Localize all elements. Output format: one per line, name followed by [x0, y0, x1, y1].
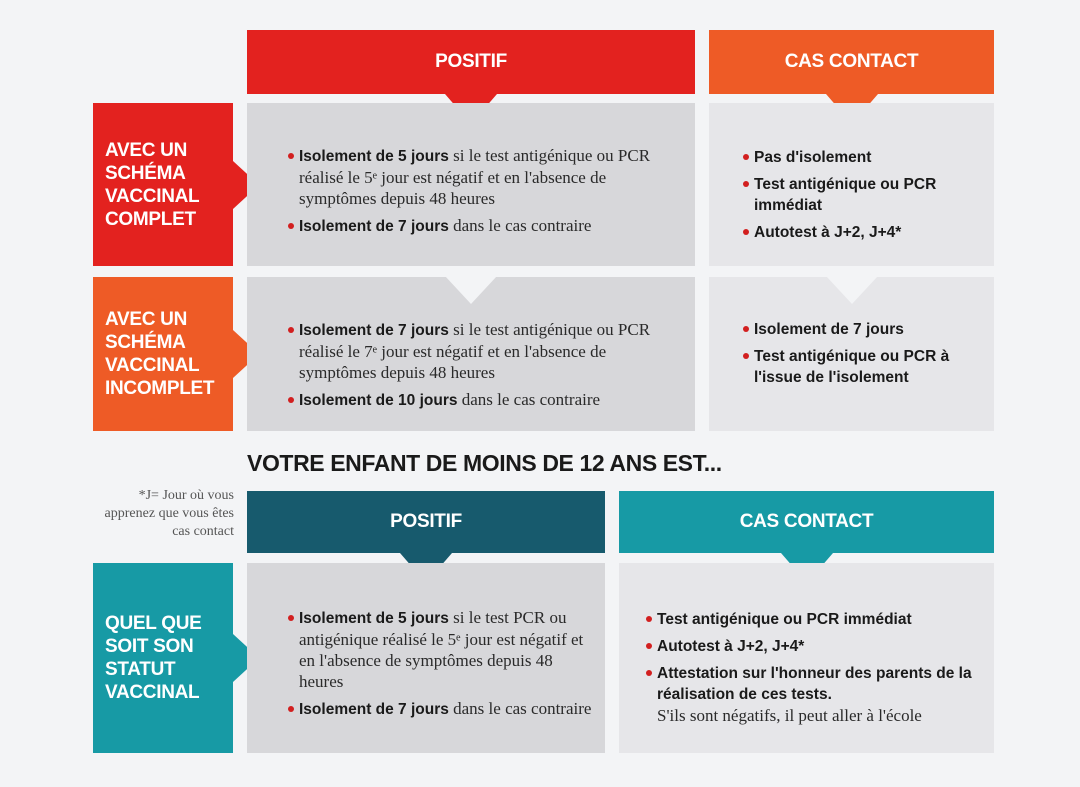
row-label-line: STATUT [105, 659, 176, 680]
child-section-title: VOTRE ENFANT DE MOINS DE 12 ANS EST... [247, 450, 722, 476]
child-cas-contact-header-label: CAS CONTACT [739, 511, 874, 532]
child-contact-list [645, 609, 982, 705]
child-positif-list [287, 607, 593, 720]
cas-contact-header [709, 30, 994, 94]
row-label-line: VACCINAL [105, 185, 200, 207]
row-separator-notch [445, 276, 497, 304]
cell-child-positif [247, 563, 605, 753]
row-label-line: SCHÉMA [105, 162, 186, 184]
row-label-line: COMPLET [105, 208, 196, 230]
row-label-incomplet [93, 277, 233, 431]
cell-positif-complet [247, 103, 695, 266]
positif-complet-list [287, 145, 685, 237]
list-item: Test antigénique ou PCR immédiat [742, 174, 984, 216]
row-label-line: QUEL QUE [105, 613, 202, 634]
positif-header [247, 30, 695, 94]
list-item: Isolement de 7 jours dans le cas contraire [287, 698, 593, 720]
list-item: Attestation sur l'honneur des parents de la réalisation de ces tests. [645, 663, 982, 705]
cell-contact-incomplet [709, 277, 994, 431]
row-label-line: SOIT SON [105, 636, 194, 657]
child-contact-note: S'ils sont négatifs, il peut aller à l'école [657, 706, 922, 725]
child-positif-header [247, 491, 605, 553]
list-item: Autotest à J+2, J+4* [645, 636, 982, 657]
row-label-line: AVEC UN [105, 139, 187, 161]
contact-incomplet-list [742, 319, 984, 388]
list-item: Pas d'isolement [742, 147, 984, 168]
cell-contact-complet [709, 103, 994, 266]
row-label-child [93, 563, 233, 753]
row-label-complet [93, 103, 233, 266]
contact-complet-list [742, 147, 984, 243]
list-item: Isolement de 7 jours dans le cas contraire [287, 215, 685, 237]
row-label-line: SCHÉMA [105, 332, 186, 353]
list-item: Test antigénique ou PCR immédiat [645, 609, 982, 630]
cas-contact-header-label: CAS CONTACT [784, 51, 919, 72]
positif-incomplet-list [287, 319, 685, 411]
list-item: Isolement de 7 jours [742, 319, 984, 340]
child-cas-contact-header [619, 491, 994, 553]
list-item: Isolement de 10 jours dans le cas contraire [287, 389, 685, 411]
row-label-line: AVEC UN [105, 309, 187, 330]
row-label-line: INCOMPLET [105, 378, 215, 399]
child-positif-header-label: POSITIF [390, 511, 462, 532]
list-item: Test antigénique ou PCR à l'issue de l'isolement [742, 346, 984, 388]
row-label-line: VACCINAL [105, 682, 200, 703]
list-item: Autotest à J+2, J+4* [742, 222, 984, 243]
row-separator-notch [826, 276, 878, 304]
positif-header-label: POSITIF [435, 51, 507, 72]
row-label-line: VACCINAL [105, 355, 200, 376]
list-item: Isolement de 5 jours si le test antigénique ou PCR réalisé le 5ᵉ jour est négatif et en l'absence de symptômes depuis 48 heures [287, 145, 685, 209]
list-item: Isolement de 5 jours si le test PCR ou antigénique réalisé le 5ᵉ jour est négatif et en l'absence de symptômes depuis 48 heures [287, 607, 593, 692]
list-item: Isolement de 7 jours si le test antigénique ou PCR réalisé le 7ᵉ jour est négatif et en l'absence de symptômes depuis 48 heures [287, 319, 685, 383]
footnote: *J= Jour où vous apprenez que vous êtes cas contact [104, 488, 234, 539]
cell-child-contact [619, 563, 994, 753]
cell-positif-incomplet [247, 277, 695, 431]
